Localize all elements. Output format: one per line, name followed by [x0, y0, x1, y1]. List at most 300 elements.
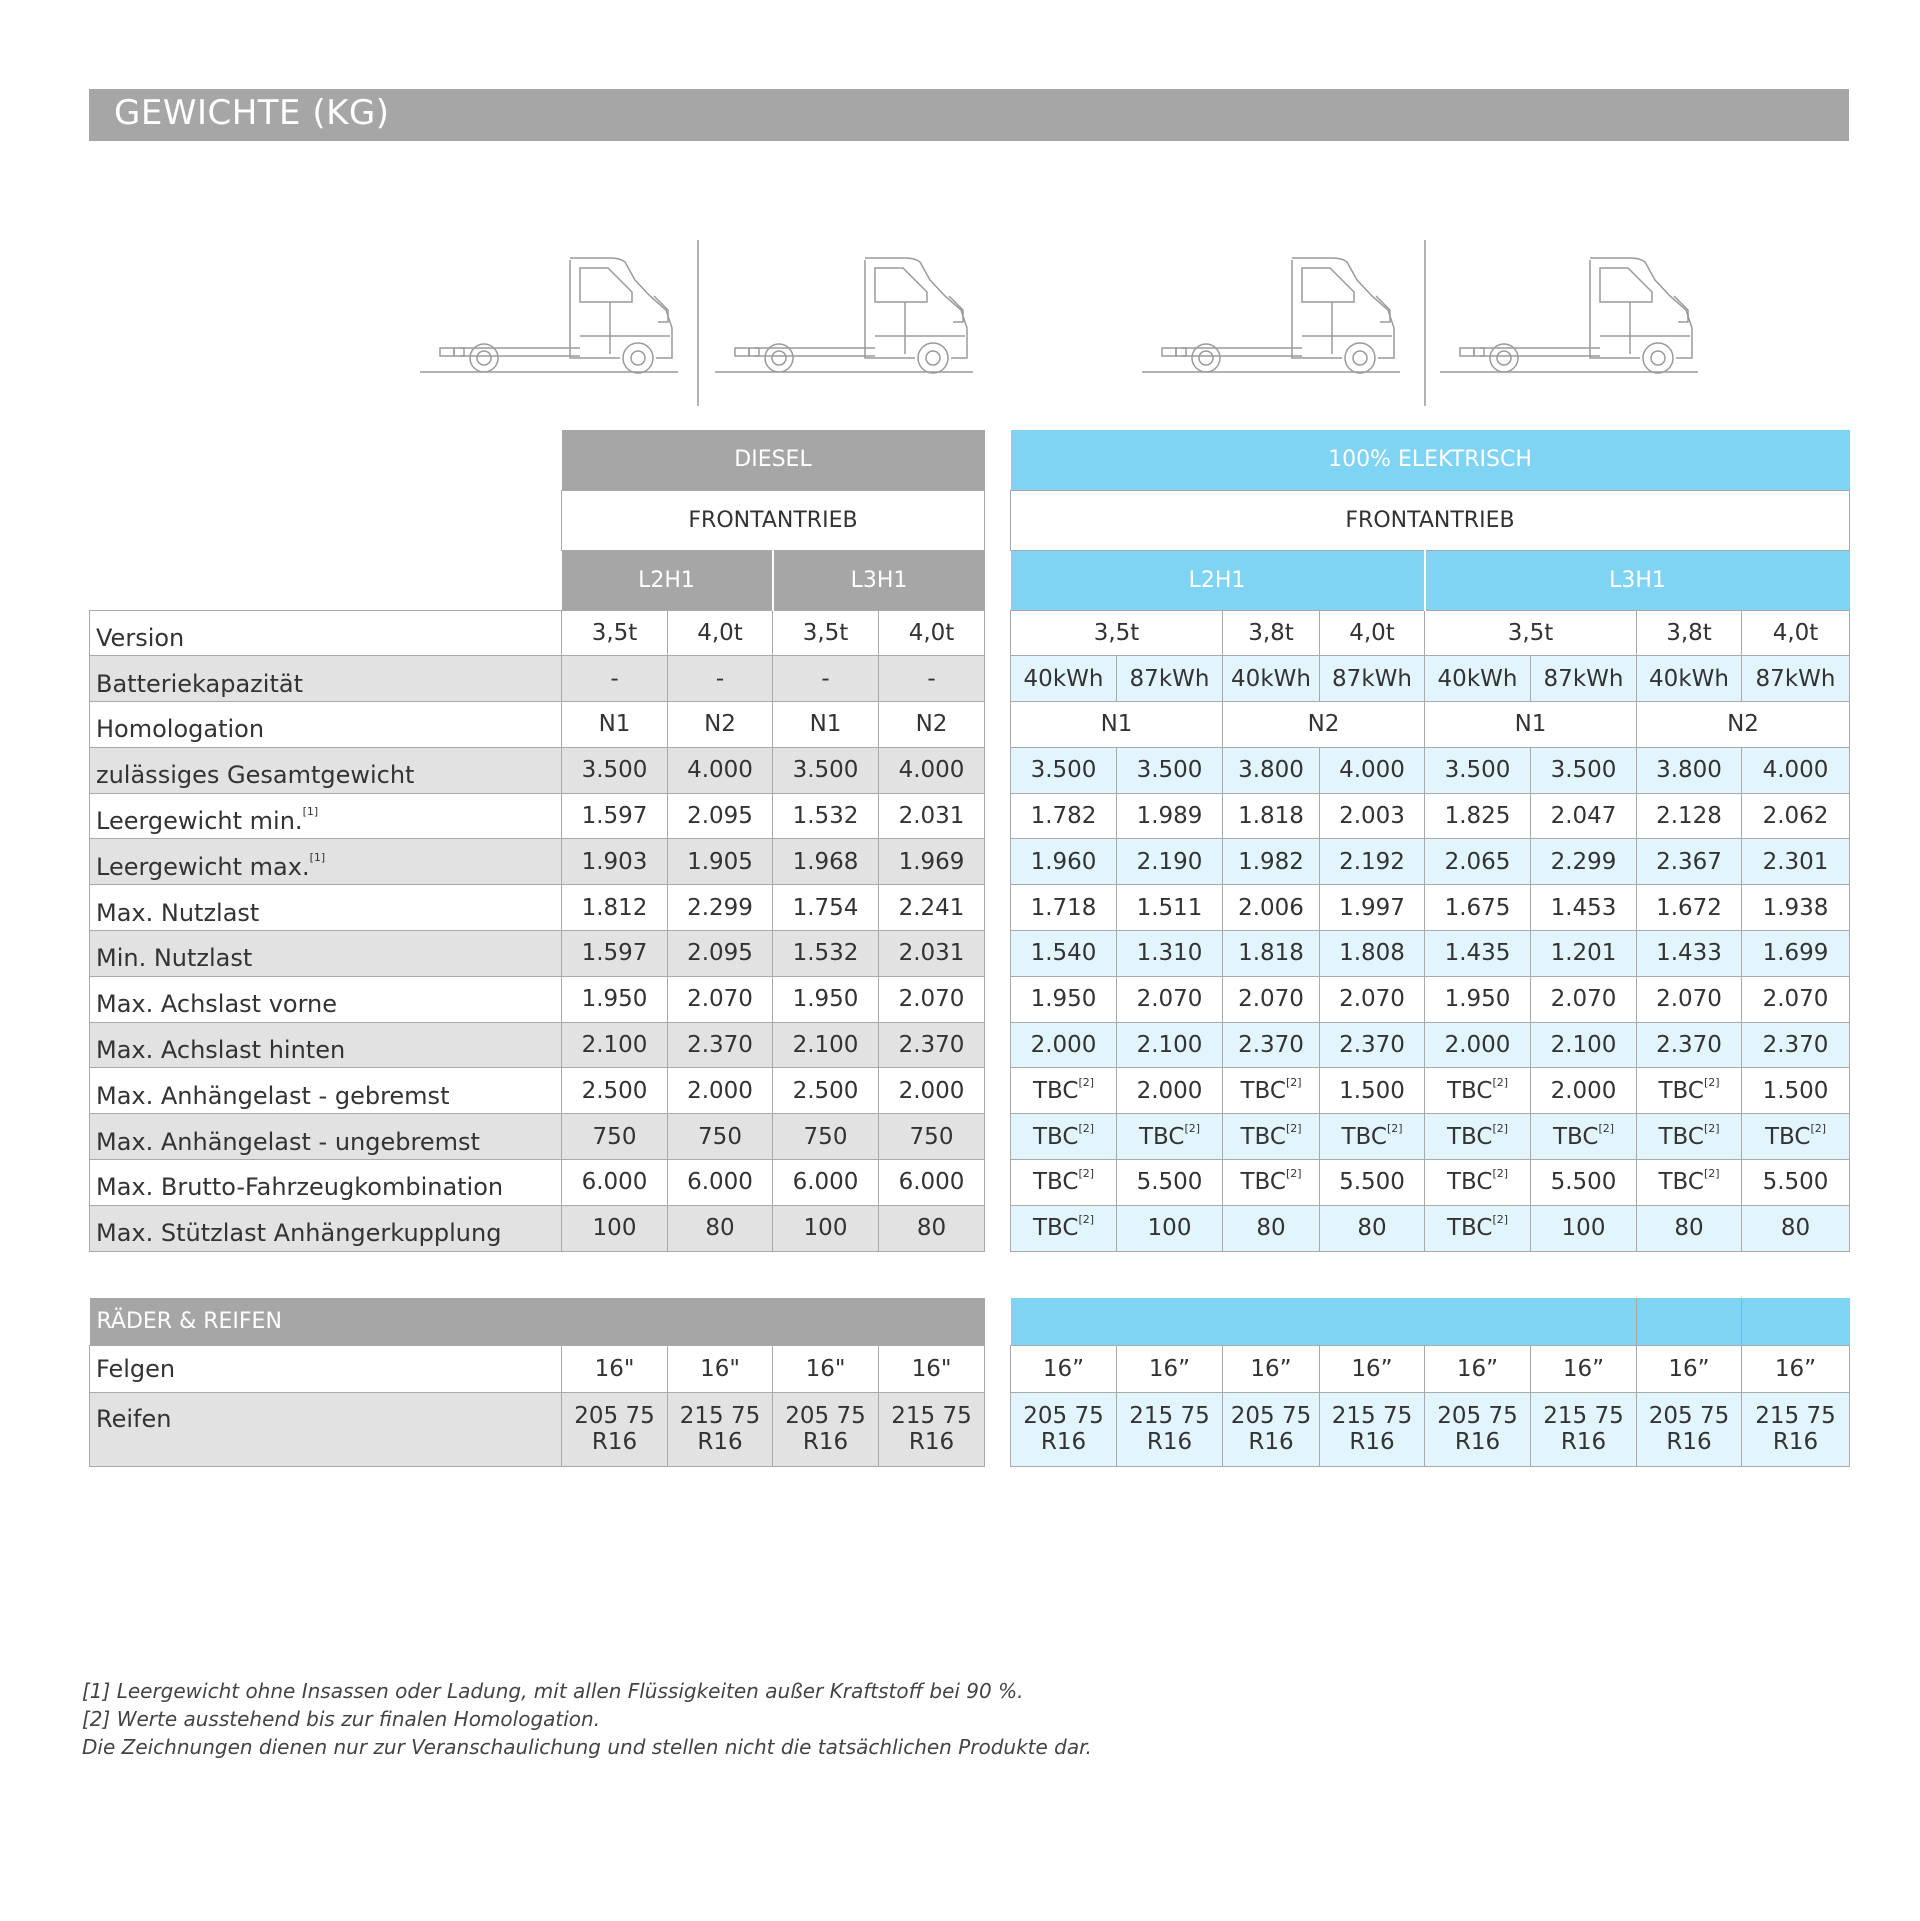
tyre-size: 205 75 — [574, 1403, 655, 1429]
value-cell — [1011, 747, 1117, 793]
value-text: 3.500 — [1136, 757, 1203, 784]
value-text: TBC — [1240, 1123, 1286, 1150]
row-label — [90, 1022, 562, 1068]
value-cell — [1742, 1022, 1850, 1068]
value-text: 2.190 — [1136, 848, 1203, 875]
value-cell — [1425, 793, 1531, 839]
value-text: 3.800 — [1238, 757, 1304, 784]
tyre-size: 205 75 — [1437, 1403, 1518, 1429]
value-cell: 2.500 — [562, 1068, 668, 1114]
truck-illustrations — [0, 230, 1920, 410]
tyre-cell — [1425, 1392, 1531, 1466]
footnote-ref: [2] — [1810, 1121, 1827, 1135]
value-cell — [1742, 1114, 1850, 1160]
value-cell: 1.969 — [879, 839, 985, 885]
value-cell — [1117, 885, 1223, 931]
table-row — [90, 702, 985, 748]
rim-cell: 16” — [1531, 1345, 1637, 1392]
value-cell: 750 — [879, 1114, 985, 1160]
value-cell — [1117, 839, 1223, 885]
rim-cell: 16” — [1742, 1345, 1850, 1392]
value-cell: 100 — [562, 1205, 668, 1251]
value-cell — [1117, 931, 1223, 977]
value-cell: 2.095 — [668, 793, 773, 839]
tyre-cell — [1742, 1392, 1850, 1466]
battery-cell: 40kWh — [1425, 656, 1531, 702]
version-cell: 4,0t — [1742, 610, 1850, 656]
value-cell — [1223, 1160, 1320, 1206]
row-label — [90, 1068, 562, 1114]
value-cell — [1425, 1205, 1531, 1251]
value-text: 2.000 — [1550, 1077, 1617, 1104]
value-cell — [1425, 747, 1531, 793]
value-text: 2.070 — [1136, 986, 1203, 1013]
value-text: 2.070 — [1238, 986, 1304, 1013]
row-label-text: Max. Nutzlast — [96, 898, 260, 927]
length-header: L2H1 — [1011, 550, 1425, 610]
value-text: 1.808 — [1339, 940, 1405, 967]
value-cell: 2.031 — [879, 793, 985, 839]
tyre-size: 215 75 — [679, 1403, 761, 1429]
value-cell: 100 — [773, 1205, 879, 1251]
value-text: 1.699 — [1762, 940, 1829, 967]
value-text: 4.000 — [1339, 757, 1405, 784]
fuel-header-diesel: DIESEL — [562, 430, 985, 490]
value-cell: 6.000 — [879, 1160, 985, 1206]
value-cell — [1742, 793, 1850, 839]
value-cell: 2.370 — [668, 1022, 773, 1068]
value-text: TBC — [1240, 1077, 1286, 1104]
battery-cell: 40kWh — [1637, 656, 1742, 702]
row-label-text: zulässiges Gesamtgewicht — [96, 761, 415, 790]
row-label — [90, 976, 562, 1022]
row-label — [90, 702, 562, 748]
value-cell: N2 — [879, 702, 985, 748]
value-cell: 2.299 — [668, 885, 773, 931]
value-cell — [1011, 885, 1117, 931]
value-cell: 6.000 — [668, 1160, 773, 1206]
value-text: 5.500 — [1136, 1169, 1203, 1196]
value-cell — [1011, 1160, 1117, 1206]
table-row — [90, 1068, 985, 1114]
value-cell: 1.754 — [773, 885, 879, 931]
tyre-cell — [1637, 1392, 1742, 1466]
value-text: TBC — [1032, 1215, 1079, 1242]
value-text: 1.982 — [1238, 848, 1304, 875]
value-text: 2.301 — [1762, 848, 1829, 875]
table-row — [1011, 1392, 1850, 1466]
tyre-rim: R16 — [1772, 1429, 1819, 1455]
value-cell — [1742, 1205, 1850, 1251]
truck-icon — [1142, 258, 1400, 373]
version-cell: 3,5t — [1011, 610, 1223, 656]
footnote: Die Zeichnungen dienen nur zur Veranschaulichung und stellen nicht die tatsächlichen Produkte dar. — [82, 1735, 1092, 1759]
truck-icon — [715, 258, 973, 373]
value-cell: 2.000 — [879, 1068, 985, 1114]
value-cell: 3,5t — [562, 610, 668, 656]
value-cell: N2 — [668, 702, 773, 748]
rim-cell: 16" — [879, 1345, 985, 1392]
version-cell: 3,8t — [1223, 610, 1320, 656]
row-label-text: Max. Anhängelast - ungebremst — [96, 1127, 480, 1156]
row-label-text: Min. Nutzlast — [96, 944, 253, 973]
row-label-text: Leergewicht min. — [96, 807, 303, 836]
wheels-section-header-blank — [1011, 1298, 1637, 1345]
value-cell — [1637, 1022, 1742, 1068]
value-text: 2.128 — [1656, 803, 1722, 830]
row-label — [90, 1114, 562, 1160]
rim-cell: 16” — [1637, 1345, 1742, 1392]
value-text: 2.006 — [1238, 894, 1304, 921]
value-cell — [1011, 1068, 1117, 1114]
value-text: 2.100 — [1550, 1032, 1617, 1059]
table-row — [90, 1392, 985, 1466]
value-text: 2.003 — [1339, 803, 1405, 830]
footnote: [2] Werte ausstehend bis zur finalen Homologation. — [82, 1707, 601, 1731]
value-cell — [1320, 931, 1425, 977]
wheels-section-header-blank — [1637, 1298, 1742, 1345]
table-row — [90, 1160, 985, 1206]
length-header: L2H1 — [562, 550, 773, 610]
table-row — [90, 976, 985, 1022]
value-cell: N1 — [562, 702, 668, 748]
value-cell: 2.241 — [879, 885, 985, 931]
value-text: 2.370 — [1656, 1032, 1722, 1059]
value-cell: 1.950 — [773, 976, 879, 1022]
value-cell — [1011, 1114, 1117, 1160]
value-cell — [1117, 1068, 1223, 1114]
value-text: 1.818 — [1238, 940, 1304, 967]
value-text: 2.299 — [1550, 848, 1617, 875]
value-cell — [1531, 1068, 1637, 1114]
value-text: 1.997 — [1339, 894, 1405, 921]
row-label — [90, 1160, 562, 1206]
row-label — [90, 793, 562, 839]
value-cell — [1531, 747, 1637, 793]
footnote-ref: [2] — [1078, 1075, 1095, 1089]
battery-cell: 87kWh — [1320, 656, 1425, 702]
rim-cell: 16” — [1425, 1345, 1531, 1392]
diesel-wheels-table — [89, 1298, 985, 1467]
battery-cell: 87kWh — [1117, 656, 1223, 702]
value-text: 3.500 — [1444, 757, 1511, 784]
value-text: 2.062 — [1762, 803, 1829, 830]
value-cell — [1223, 839, 1320, 885]
value-cell: 750 — [773, 1114, 879, 1160]
table-row — [1011, 747, 1850, 793]
value-text: 1.511 — [1136, 894, 1203, 921]
value-cell — [1011, 1205, 1117, 1251]
value-cell — [1425, 839, 1531, 885]
tyre-cell — [668, 1392, 773, 1466]
tyre-rim: R16 — [1454, 1429, 1501, 1455]
footnote-ref: [2] — [1703, 1167, 1720, 1181]
footnote-ref: [2] — [1078, 1121, 1095, 1135]
value-cell — [1117, 793, 1223, 839]
value-cell — [1531, 1160, 1637, 1206]
value-cell — [1320, 1068, 1425, 1114]
value-cell — [1117, 1205, 1223, 1251]
tyre-rim: R16 — [1146, 1429, 1193, 1455]
section-title-bar — [89, 89, 1849, 141]
value-cell — [1531, 1205, 1637, 1251]
tyre-cell — [562, 1392, 668, 1466]
value-cell — [1320, 1114, 1425, 1160]
value-text: 2.070 — [1550, 986, 1617, 1013]
value-cell — [1637, 793, 1742, 839]
table-row — [1011, 793, 1850, 839]
value-text: 1.825 — [1444, 803, 1511, 830]
version-cell: 3,5t — [1425, 610, 1637, 656]
value-text: 100 — [1561, 1215, 1606, 1242]
value-cell: 2.100 — [562, 1022, 668, 1068]
value-text: 2.370 — [1238, 1032, 1304, 1059]
value-cell — [1425, 885, 1531, 931]
value-cell: 2.095 — [668, 931, 773, 977]
footnote-ref: [2] — [1703, 1121, 1720, 1135]
value-cell — [1223, 1205, 1320, 1251]
value-text: 5.500 — [1762, 1169, 1829, 1196]
footnote-ref: [2] — [1492, 1213, 1509, 1227]
value-text: 1.950 — [1030, 986, 1097, 1013]
value-text: TBC — [1446, 1077, 1493, 1104]
table-row — [90, 1345, 985, 1392]
value-cell: 6.000 — [562, 1160, 668, 1206]
value-cell — [1320, 747, 1425, 793]
value-cell: 3,5t — [773, 610, 879, 656]
tyre-rim: R16 — [697, 1429, 743, 1455]
wheels-section-header-blank — [1742, 1298, 1850, 1345]
value-cell — [1223, 793, 1320, 839]
value-cell: 80 — [879, 1205, 985, 1251]
value-cell — [1011, 793, 1117, 839]
value-text: 2.370 — [1762, 1032, 1829, 1059]
section-title: GEWICHTE (KG) — [114, 93, 390, 133]
value-cell — [1742, 931, 1850, 977]
value-cell — [1320, 1022, 1425, 1068]
footnote-ref: [2] — [1285, 1121, 1302, 1135]
value-cell — [1320, 1205, 1425, 1251]
value-cell — [1011, 931, 1117, 977]
value-text: 3.500 — [1030, 757, 1097, 784]
value-cell: 750 — [668, 1114, 773, 1160]
value-cell: 1.903 — [562, 839, 668, 885]
battery-cell: 87kWh — [1531, 656, 1637, 702]
battery-cell: 40kWh — [1011, 656, 1117, 702]
tyre-cell — [1320, 1392, 1425, 1466]
table-row — [1011, 839, 1850, 885]
value-cell: 4.000 — [668, 747, 773, 793]
value-cell: 1.532 — [773, 793, 879, 839]
value-text: 1.938 — [1762, 894, 1829, 921]
value-cell: 3.500 — [562, 747, 668, 793]
value-cell — [1425, 1114, 1531, 1160]
value-cell: - — [668, 656, 773, 702]
value-text: 100 — [1147, 1215, 1192, 1242]
length-header: L3H1 — [1425, 550, 1850, 610]
value-text: 1.500 — [1762, 1077, 1829, 1104]
value-cell — [1742, 1160, 1850, 1206]
tyre-size: 205 75 — [1023, 1403, 1104, 1429]
value-text: 2.070 — [1656, 986, 1722, 1013]
rim-cell: 16” — [1223, 1345, 1320, 1392]
value-text: 1.540 — [1030, 940, 1097, 967]
tyre-rim: R16 — [1248, 1429, 1294, 1455]
value-cell — [1531, 1022, 1637, 1068]
value-cell — [1223, 747, 1320, 793]
value-cell: 2.500 — [773, 1068, 879, 1114]
value-cell: 1.950 — [562, 976, 668, 1022]
table-row — [90, 839, 985, 885]
table-row — [1011, 1205, 1850, 1251]
footnote-ref: [2] — [1078, 1167, 1095, 1181]
table-row — [90, 610, 985, 656]
value-cell — [1320, 839, 1425, 885]
footnote-ref: [2] — [1492, 1075, 1509, 1089]
length-header: L3H1 — [773, 550, 985, 610]
value-text: TBC — [1240, 1169, 1286, 1196]
value-cell — [1011, 1022, 1117, 1068]
row-label-text: Version — [96, 623, 185, 652]
row-label-text: Batteriekapazität — [96, 669, 303, 698]
footnote-ref: [2] — [1492, 1121, 1509, 1135]
row-label: Felgen — [90, 1345, 562, 1392]
row-label — [90, 931, 562, 977]
value-text: 80 — [1357, 1215, 1387, 1242]
value-cell — [1742, 747, 1850, 793]
row-label — [90, 885, 562, 931]
fuel-header-electric: 100% ELEKTRISCH — [1011, 430, 1850, 490]
drive-header: FRONTANTRIEB — [562, 490, 985, 550]
value-cell — [1223, 1022, 1320, 1068]
tyre-size: 205 75 — [1230, 1403, 1312, 1429]
value-cell — [1742, 1068, 1850, 1114]
row-label-text: Max. Anhängelast - gebremst — [96, 1081, 450, 1110]
value-text: 80 — [1674, 1215, 1704, 1242]
value-cell — [1637, 1068, 1742, 1114]
value-text: TBC — [1552, 1123, 1599, 1150]
value-cell — [1531, 839, 1637, 885]
value-cell — [1637, 885, 1742, 931]
tyre-rim: R16 — [802, 1429, 849, 1455]
value-text: TBC — [1658, 1169, 1704, 1196]
table-row — [90, 1205, 985, 1251]
value-cell — [1637, 976, 1742, 1022]
empty-cell — [90, 490, 562, 550]
value-cell: 4,0t — [668, 610, 773, 656]
value-cell — [1223, 1068, 1320, 1114]
rim-cell: 16" — [668, 1345, 773, 1392]
value-cell: N1 — [773, 702, 879, 748]
table-row — [1011, 885, 1850, 931]
value-cell — [1531, 976, 1637, 1022]
value-text: 1.201 — [1550, 940, 1617, 967]
value-cell: 6.000 — [773, 1160, 879, 1206]
electric-wheels-table — [1010, 1298, 1850, 1467]
footnote-ref: [1] — [302, 805, 319, 819]
value-text: 2.070 — [1339, 986, 1405, 1013]
tyre-cell — [1011, 1392, 1117, 1466]
table-row — [90, 747, 985, 793]
electric-weights-table — [1010, 430, 1850, 1252]
value-text: 1.675 — [1444, 894, 1511, 921]
value-cell — [1637, 1114, 1742, 1160]
rim-cell: 16" — [773, 1345, 879, 1392]
value-text: 1.310 — [1136, 940, 1203, 967]
value-text: 2.065 — [1444, 848, 1511, 875]
battery-cell: 40kWh — [1223, 656, 1320, 702]
version-cell: 4,0t — [1320, 610, 1425, 656]
table-row — [90, 931, 985, 977]
value-cell — [1425, 1068, 1531, 1114]
rim-cell: 16" — [562, 1345, 668, 1392]
rim-cell: 16” — [1011, 1345, 1117, 1392]
table-row — [90, 1114, 985, 1160]
row-label-text: Max. Achslast vorne — [96, 990, 338, 1019]
value-cell: 1.905 — [668, 839, 773, 885]
footnote-ref: [2] — [1386, 1121, 1403, 1135]
value-text: 2.100 — [1136, 1032, 1203, 1059]
value-text: 2.000 — [1136, 1077, 1203, 1104]
tyre-rim: R16 — [1040, 1429, 1087, 1455]
value-cell — [1117, 1022, 1223, 1068]
value-cell — [1011, 839, 1117, 885]
value-cell — [1531, 885, 1637, 931]
truck-icon — [420, 258, 678, 373]
value-text: TBC — [1446, 1215, 1493, 1242]
table-row — [90, 656, 985, 702]
value-text: 1.435 — [1444, 940, 1511, 967]
battery-cell: 87kWh — [1742, 656, 1850, 702]
value-cell — [1531, 931, 1637, 977]
value-cell: 3.500 — [773, 747, 879, 793]
footnote-ref: [1] — [309, 850, 326, 864]
table-row — [90, 1022, 985, 1068]
value-cell — [1223, 976, 1320, 1022]
row-label — [90, 1205, 562, 1251]
drive-header: FRONTANTRIEB — [1011, 490, 1850, 550]
value-text: 1.782 — [1030, 803, 1097, 830]
value-text: 2.000 — [1030, 1032, 1097, 1059]
tyre-cell — [1117, 1392, 1223, 1466]
value-text: 2.192 — [1339, 848, 1405, 875]
footnote-ref: [2] — [1703, 1075, 1720, 1089]
footnote-ref: [2] — [1598, 1121, 1615, 1135]
value-cell — [1742, 839, 1850, 885]
value-cell: 2.070 — [668, 976, 773, 1022]
value-cell: 750 — [562, 1114, 668, 1160]
tyre-size: 205 75 — [785, 1403, 866, 1429]
row-label-text: Homologation — [96, 715, 265, 744]
tyre-size: 215 75 — [1543, 1403, 1624, 1429]
truck-icon — [1440, 258, 1698, 373]
value-text: 2.370 — [1339, 1032, 1405, 1059]
table-row — [1011, 702, 1850, 748]
value-cell — [1117, 747, 1223, 793]
value-text: 1.672 — [1656, 894, 1722, 921]
homologation-cell: N1 — [1425, 702, 1637, 748]
value-cell — [1425, 1022, 1531, 1068]
tyre-rim: R16 — [1666, 1429, 1712, 1455]
tyre-size: 215 75 — [891, 1403, 972, 1429]
table-row — [1011, 656, 1850, 702]
value-text: 1.433 — [1656, 940, 1722, 967]
wheels-section-header: RÄDER & REIFEN — [90, 1298, 985, 1345]
value-cell: - — [773, 656, 879, 702]
homologation-cell: N2 — [1637, 702, 1850, 748]
table-row — [1011, 1068, 1850, 1114]
value-cell: 2.031 — [879, 931, 985, 977]
